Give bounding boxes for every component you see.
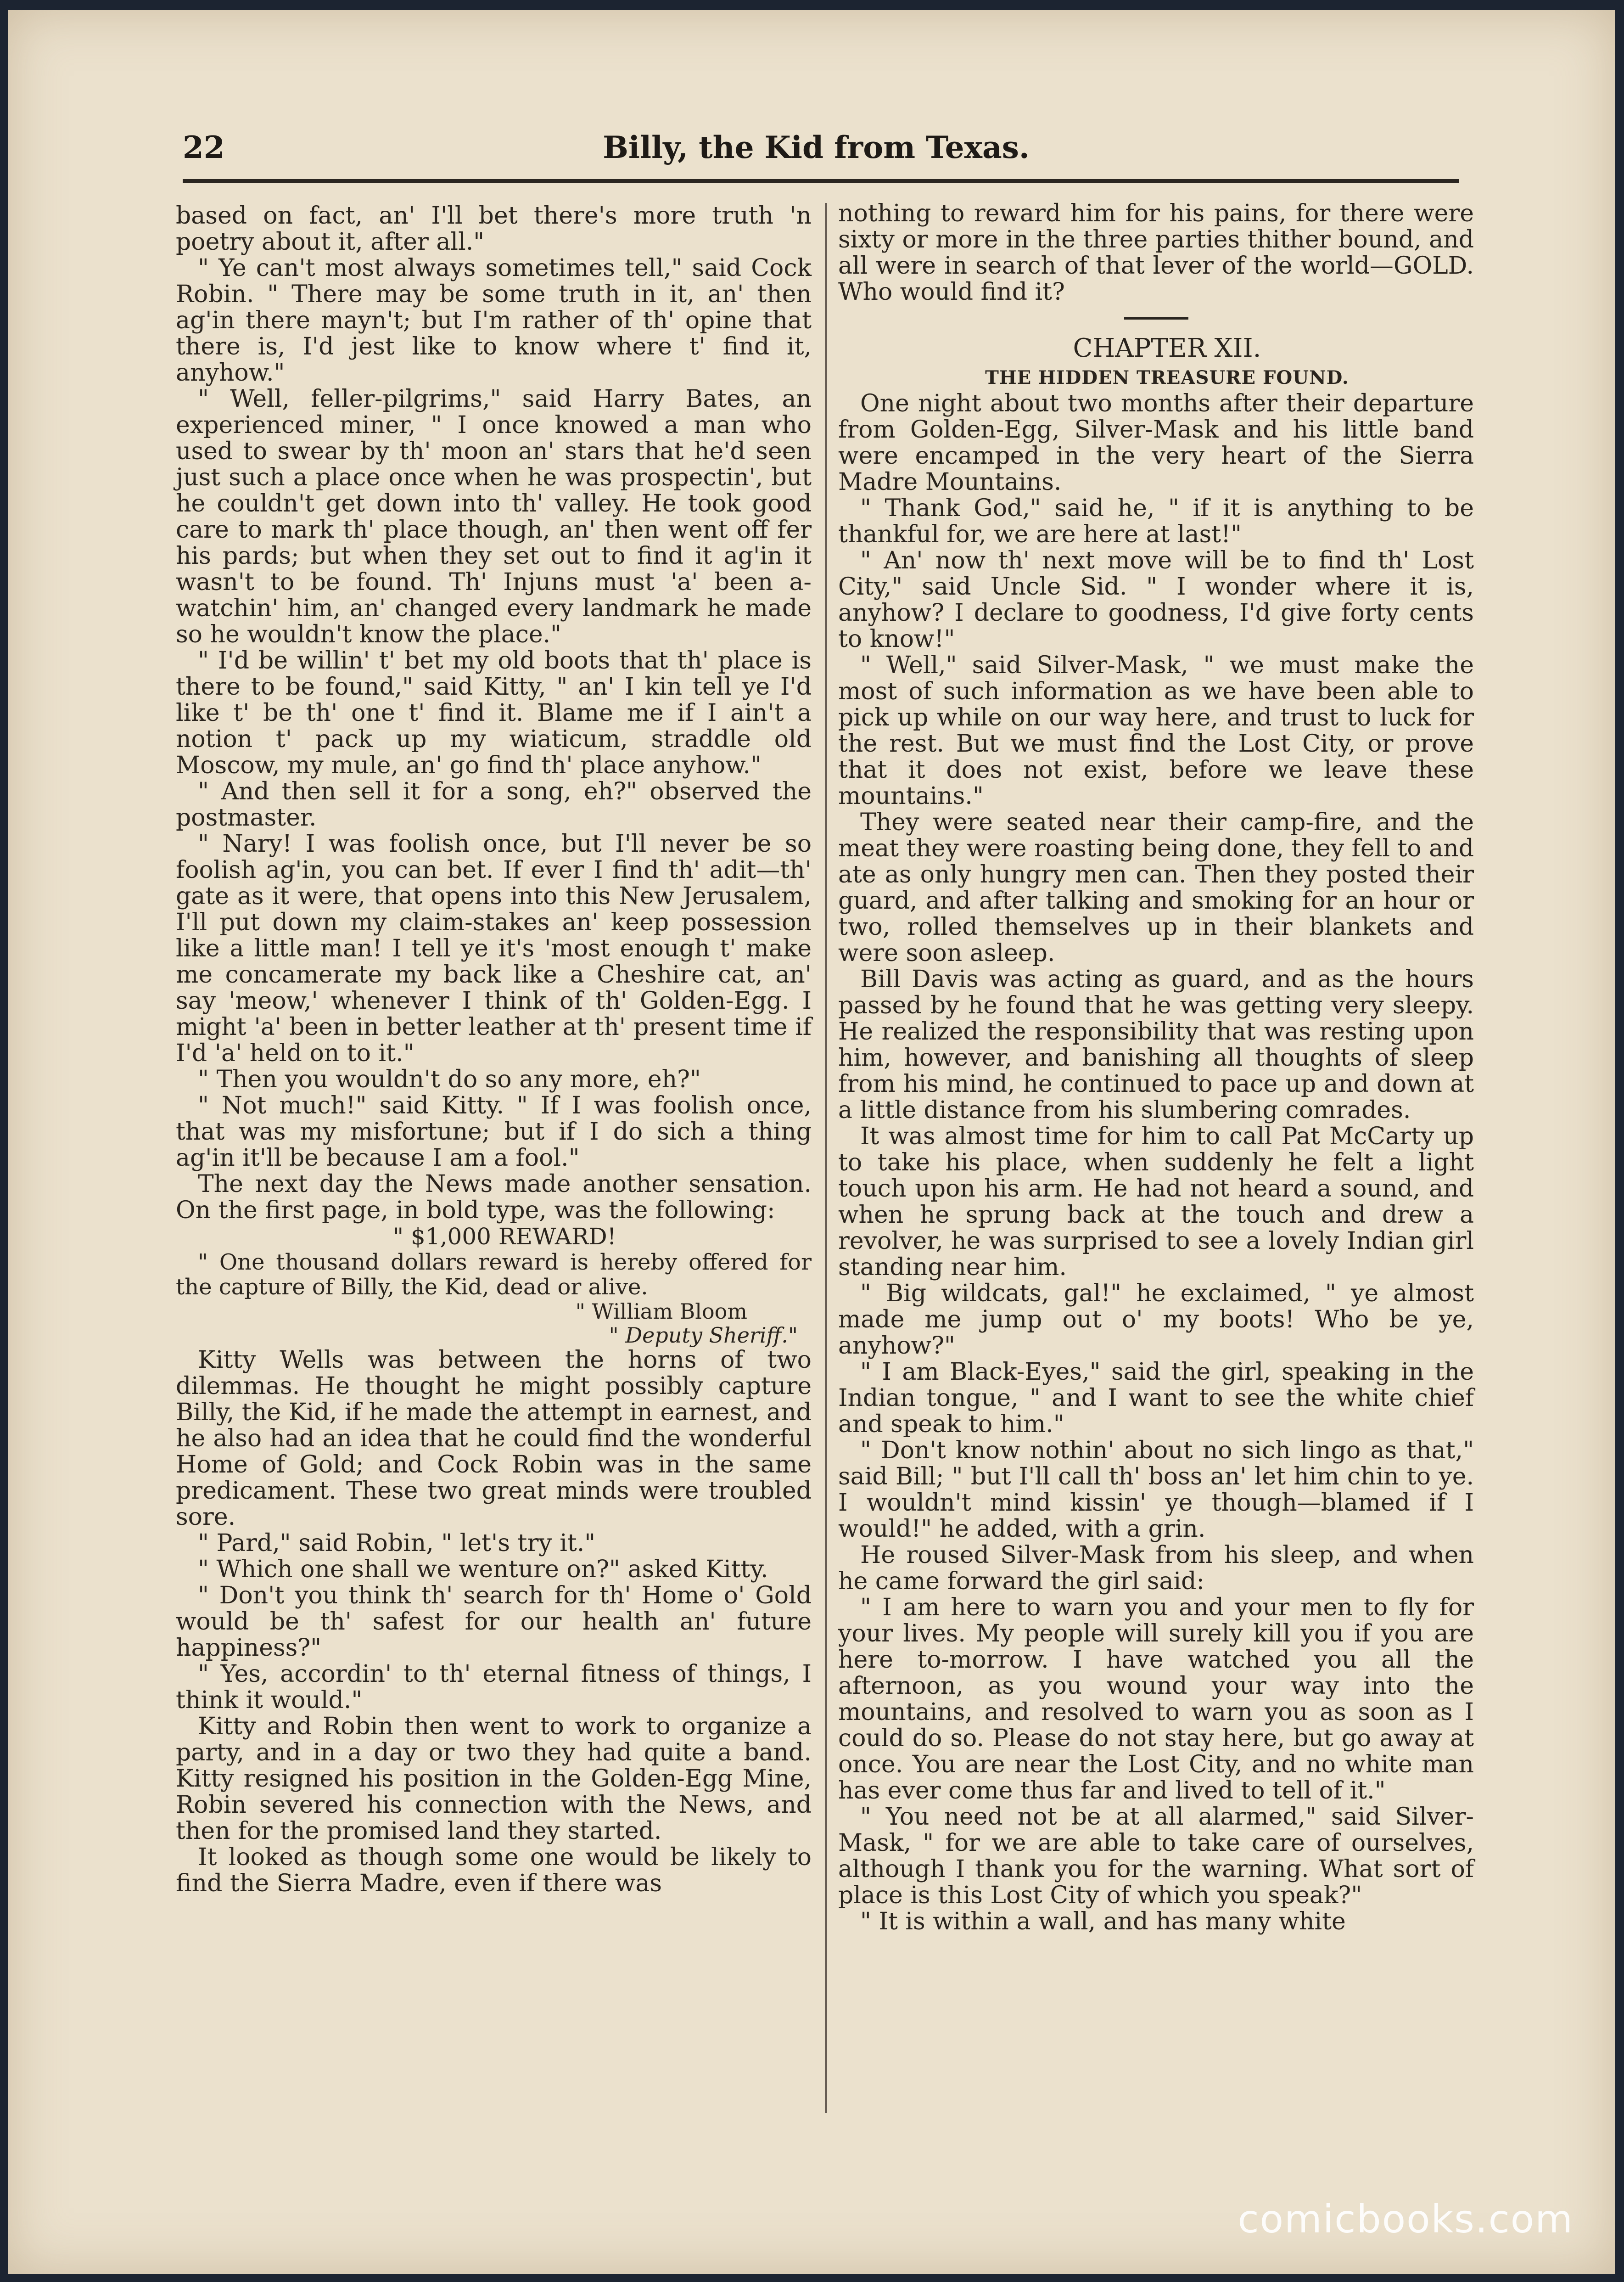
paragraph: " It is within a wall, and has many white	[860, 1908, 1346, 1935]
paragraph: " Don't you think th' search for th' Home o' Gold would be th' safest for our health an' future happiness?"	[176, 1582, 812, 1662]
book-page	[8, 10, 1615, 2274]
paragraph: " Well," said Silver-Mask, " we must make the most of such information as we have been able to pick up while on our way here, and trust to luck for the rest. But we must find the Lost City, or prove that it does not exist, before we leave these mountains."	[838, 652, 1474, 810]
paragraph: " Thank God," said he, " if it is anything to be thankful for, we are here at last!"	[838, 495, 1474, 548]
paragraph: " Big wildcats, gal!" he exclaimed, " ye almost made me jump out o' my boots! Who be ye, anyhow?"	[838, 1280, 1474, 1360]
paragraph: One night about two months after their departure from Golden-Egg, Silver-Mask and his little band were encamped in the very heart of the Sierra Madre Mountains.	[838, 390, 1474, 496]
paragraph: It was almost time for him to call Pat McCarty up to take his place, when suddenly he felt a light touch upon his arm. He had not heard a sound, and when he sprung back at the touch and drew a revolver, he was surprised to see a lovely Indian girl standing near him.	[838, 1123, 1474, 1281]
page-header	[174, 120, 1459, 189]
paragraph: based on fact, an' I'll bet there's more truth 'n poetry about it, after all."	[176, 202, 812, 256]
paragraph: Kitty and Robin then went to work to organize a party, and in a day or two they had quite a band. Kitty resigned his position in the Golden-Egg Mine, Robin severed his connection with the News, and then for the promised land they started.	[176, 1713, 812, 1845]
watermark: comicbooks.com	[1238, 2197, 1574, 2242]
page-number: 22	[183, 129, 225, 165]
paragraph: " I am Black-Eyes," said the girl, speaking in the Indian tongue, " and I want to see the white chief and speak to him."	[838, 1358, 1474, 1438]
paragraph: " Not much!" said Kitty. " If I was foolish once, that was my misfortune; but if I do sich a thing ag'in it'll be because I am a fool."	[176, 1092, 812, 1172]
chapter-heading: CHAPTER XII.	[1073, 333, 1261, 363]
paragraph: He roused Silver-Mask from his sleep, and when he came forward the girl said:	[838, 1541, 1474, 1595]
notice-signature: " William Bloom	[575, 1299, 747, 1324]
paragraph: " Then you wouldn't do so any more, eh?"	[198, 1066, 701, 1093]
paragraph: " And then sell it for a song, eh?" observed the postmaster.	[176, 778, 812, 832]
notice-heading: " $1,000 REWARD!	[393, 1223, 616, 1250]
paragraph: nothing to reward him for his pains, for there were sixty or more in the three parties thither bound, and all were in search of that lever of the world—GOLD. Who would find it?	[838, 200, 1474, 306]
section-rule	[1124, 317, 1188, 320]
chapter-title: THE HIDDEN TREASURE FOUND.	[985, 367, 1349, 388]
paragraph: They were seated near their camp-fire, and the meat they were roasting being done, they fell to and ate as only hungry men can. Then they posted their guard, and after talking and smoking for an hour or two, rolled themselves up in their blankets and were soon asleep.	[838, 809, 1474, 967]
paragraph: " You need not be at all alarmed," said Silver-Mask, " for we are able to take care of ourselves, although I thank you for the warning. What sort of place is this Lost City of which you speak?"	[838, 1803, 1474, 1909]
paragraph: " Pard," said Robin, " let's try it."	[198, 1529, 596, 1557]
header-rule	[183, 179, 1459, 183]
paragraph: The next day the News made another sensation. On the first page, in bold type, was the following:	[176, 1170, 812, 1224]
paragraph: " I am here to warn you and your men to fly for your lives. My people will surely kill you if you are here to-morrow. I have watched you all the afternoon, as you wound your way into the mountains, and resolved to warn you as soon as I could do so. Please do not stay here, but go away at once. You are near the Lost City, and no white man has ever come thus far and lived to tell of it."	[838, 1594, 1474, 1804]
paragraph: " Nary! I was foolish once, but I'll never be so foolish ag'in, you can bet. If ever I find th' adit—th' gate as it were, that opens into this New Jerusalem, I'll put down my claim-stakes an' keep possession like a little man! I tell ye it's 'most enough t' make me concamerate my back like a Cheshire cat, an' say 'meow,' whenever I think of th' Golden-Egg. I might 'a' been in better leather at th' present time if I'd 'a' held on to it."	[176, 830, 812, 1067]
paragraph: " Don't know nothin' about no sich lingo as that," said Bill; " but I'll call th' boss an' let him chin to ye. I wouldn't mind kissin' ye though—blamed if I would!" he added, with a grin.	[838, 1437, 1474, 1543]
left-column	[176, 203, 812, 2131]
paragraph: " Which one shall we wenture on?" asked Kitty.	[198, 1556, 768, 1583]
paragraph: " Ye can't most always sometimes tell," said Cock Robin. " There may be some truth in it, an' then ag'in there mayn't; but I'm rather of th' opine that there is, I'd jest like to know where t' find it, anyhow."	[176, 254, 812, 387]
paragraph: Kitty Wells was between the horns of two dilemmas. He thought he might possibly capture Billy, the Kid, if he made the attempt in earnest, and he also had an idea that he could find the wonderful Home of Gold; and Cock Robin was in the same predicament. These two great minds were troubled sore.	[176, 1346, 812, 1531]
paragraph: It looked as though some one would be likely to find the Sierra Madre, even if there was	[176, 1844, 812, 1897]
notice-body: " One thousand dollars reward is hereby offered for the capture of Billy, the Kid, dead or alive.	[176, 1249, 812, 1300]
running-title: Billy, the Kid from Texas.	[603, 129, 1030, 165]
paragraph: " Yes, accordin' to th' eternal fitness of things, I think it would."	[176, 1660, 812, 1714]
column-divider	[825, 203, 827, 2113]
paragraph: Bill Davis was acting as guard, and as the hours passed by he found that he was getting very sleepy. He realized the responsibility that was resting upon him, however, and banishing all thoughts of sleep from his mind, he continued to pace up and down at a little distance from his slumbering comrades.	[838, 966, 1474, 1124]
right-column	[838, 201, 1474, 2129]
reward-notice	[176, 1224, 812, 1347]
paragraph: " I'd be willin' t' bet my old boots that th' place is there to be found," said Kitty, " an' I kin tell ye I'd like t' be th' one t' find it. Blame me if I ain't a notion t' pack up my wiaticum, straddle old Moscow, my mule, an' go find th' place anyhow."	[176, 647, 812, 779]
paragraph: " An' now th' next move will be to find th' Lost City," said Uncle Sid. " I wonder where it is, anyhow? I declare to goodness, I'd give forty cents to know!"	[838, 547, 1474, 653]
paragraph: " Well, feller-pilgrims," said Harry Bates, an experienced miner, " I once knowed a man who used to swear by th' moon an' stars that he'd seen just such a place once when he was prospectin', but he couldn't get down into th' valley. He took good care to mark th' place though, an' then went off fer his pards; but when they set out to find it ag'in it wasn't to be found. Th' Injuns must 'a' been a-watchin' him, an' changed every landmark he made so he wouldn't know the place."	[176, 385, 812, 648]
notice-signature-title: " Deputy Sheriff."	[609, 1323, 798, 1348]
